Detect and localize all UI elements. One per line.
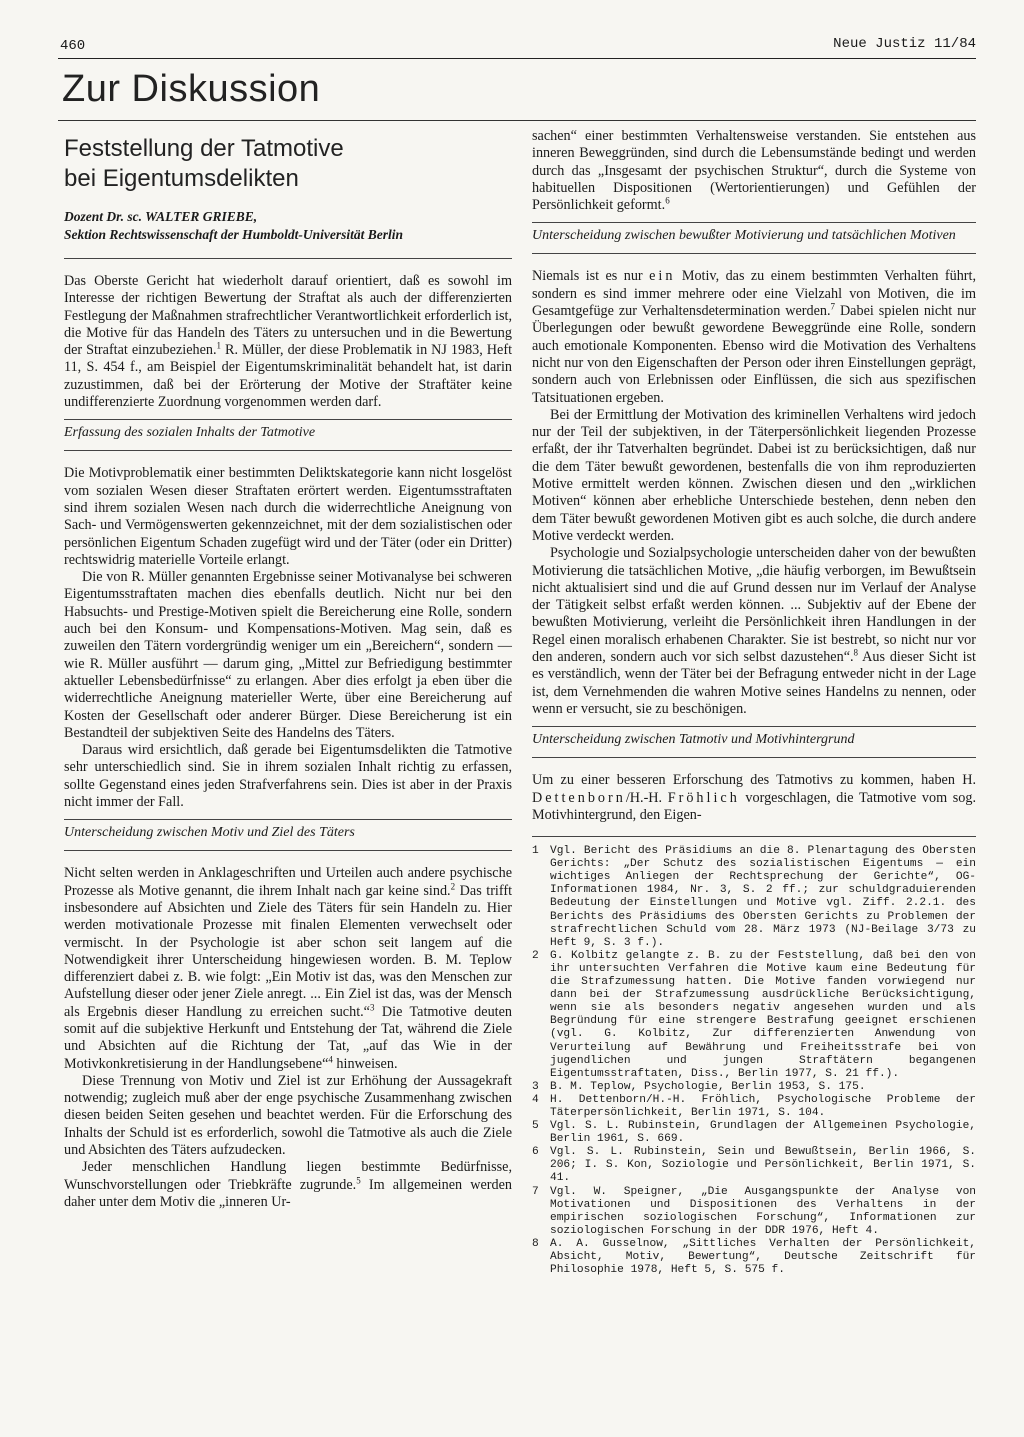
divider	[532, 757, 976, 758]
left-column	[64, 126, 512, 1211]
paragraph: Diese Trennung von Motiv und Ziel ist zur Erhöhung der Aussagekraft notwendig; zugleich muß aber der enge psychische Zusammenhang zwischen diesen beiden Seiten gesehen und beachtet werden. Für die Erforschung des Inhalts der Schuld ist es erforderlich, sowohl die Tatmotive als auch die Ziele und Absichten des Täters aufzudecken.	[64, 1072, 512, 1159]
paragraph: Die von R. Müller genannten Ergebnisse seiner Motivanalyse bei schweren Eigentumsstraftaten machen dies ebenfalls deutlich. Nicht nur bei den Habsuchts- und Prestige-Motiven spielt die Bereicherung eine Rolle, sondern auch bei den Konsum- und Kompensations-Motiven. Mag sein, daß es zuweilen den Tätern vordergründig weniger um ein „Bereichern“, sondern — wie R. Müller ausführt — darum ging, „Mittel zur Befriedigung bestimmter aktueller Lebensbedürfnisse“ zu erlangen. Aber dies erfolgt ja eben über die widerrechtliche Aneignung materieller Werte, über eine Bereicherung auf Kosten der Gesellschaft oder anderer Bürger. Diese Bereicherung ist ein Bestandteil der subjektiven Seite des Handelns des Täters.	[64, 569, 512, 741]
footnote-ref: 8	[853, 647, 859, 658]
footnote-ref: 2	[450, 880, 456, 891]
footnotes	[532, 845, 976, 1277]
paragraph: Bei der Ermittlung der Motivation des kriminellen Verhaltens wird jedoch nur der Teil der subjektiven, in der Täterpersönlichkeit liegenden Prozesse erfaßt, der ihr Tatverhalten begründet. Dabei ist zu berücksichtigen, daß nur die dem Täter bewußt gewordenen, bestenfalls die von ihm reproduzierten Motive ermittelt werden können. Zwischen diesen und den „wirklichen Motiven“ können aber erhebliche Unterschiede bestehen, denn neben den dem Täter bewußt gewordenen Motiven gibt es auch solche, die durch andere Motive verdeckt werden.	[532, 406, 976, 544]
footnote-divider	[532, 836, 976, 837]
footnote: 5 Vgl. S. L. Rubinstein, Grundlagen der Allgemeinen Psychologie, Berlin 1961, S. 669.	[532, 1120, 976, 1146]
footnote-ref: 3	[369, 1001, 375, 1012]
footnote: 1 Vgl. Bericht des Präsidiums an die 8. Plenartagung des Obersten Gerichts: „Der Schutz des sozialistischen Eigentums — ein wichtiges Anliegen der Rechtsprechung der Gerichte“, OG-Informationen 1984, Nr. 3, S. 2 ff.; zur schuldgraduierenden Bedeutung der Einstellungen und Motive vgl. Ziff. 2.2.1. des Berichts des Präsidiums des Obersten Gerichts zu Problemen der strafrechtlichen Schuld vom 28. März 1973 (NJ-Beilage 3/73 zu Heft 9, S. 3 f.).	[532, 845, 976, 949]
subheading-1: Erfassung des sozialen Inhalts der Tatmotive	[64, 425, 316, 441]
paragraph: Psychologie und Sozialpsychologie unterscheiden daher von der bewußten Motivierung die tatsächlichen Motive, „die häufig verborgen, im Bewußtsein nicht aktualisiert sind und die auf Grund dessen nur im Verlauf der Analyse der Tätigkeit selbst erfaßt werden können. ... Subjektiv auf der Ebene der bewußten Motivierung, verleiht die Persönlichkeit ihren Handlungen in der Regel einen moralisch erhabenen Charakter. Sie ist bestrebt, so nicht nur vor den anderen, sondern auch vor sich selbst dazustehen“.$^8$ Aus dieser Sicht ist es verständlich, wenn der Täter bei der Befragung entweder nicht in der Lage ist, dem Vernehmenden die wahren Motive seines Handelns zu nennen, oder wenn er versucht, sie zu beschönigen.	[532, 545, 976, 717]
author-affiliation: Sektion Rechtswissenschaft der Humboldt-Universität Berlin	[64, 227, 404, 242]
footnote-ref: 5	[356, 1174, 361, 1185]
footnote: 7 Vgl. W. Speigner, „Die Ausgangspunkte der Analyse von Motivationen und Dispositionen des Verhaltens in der empirischen soziologischen Forschung“, Informationen zur soziologischen Forschung in der DDR 1976, Heft 4.	[532, 1185, 976, 1237]
divider	[64, 850, 512, 851]
paragraph: Nicht selten werden in Anklageschriften und Urteilen auch andere psychische Prozesse als Motive genannt, die ihrem Inhalt nach gar keine sind.$^2$ Das trifft insbesondere auf Absichten und Ziele des Täters für sein Handeln zu. Hier werden motivationale Prozesse mit finalen Elementen verwechselt oder vermischt. In der Psychologie ist aber schon seit langem auf die Notwendigkeit ihrer Unterscheidung hingewiesen worden. B. M. Teplow differenziert dabei z. B. wie folgt: „Ein Motiv ist das, was den Menschen zur Aufstellung dieser oder jener Ziele anregt. ... Ein Ziel ist das, was der Mensch als Ergebnis dieser Handlung zu erreichen sucht.“$^3$ Die Tatmotive deuten somit auf die subjektive Herkunft und Entstehung der Tat, während die Ziele und Absichten auf die Richtung der Tat, „auf das Wie in der Motivkonkretisierung in der Handlungsebene“$^4$ hinweisen.	[64, 865, 513, 1072]
footnote: 2 G. Kolbitz gelangte z. B. zu der Feststellung, daß bei den von ihr untersuchten Verfahren die Motive kaum eine Bedeutung für die Strafzumessung hatten. Die Motive fanden vorwiegend nur dann bei der Strafzumessung ausdrückliche Berücksichtigung, wenn sie als besonders negativ angesehen wurden und als Begründung für eine strengere Bestrafung geeignet erschienen (vgl. G. Kolbitz, Zur differenzierten Anwendung von Verurteilung auf Bewährung und Freiheitsstrafe bei von jugendlichen und jungen Straftätern begangenen Eigentumsstraftaten, Diss., Berlin 1977, S. 21 ff.).	[532, 949, 976, 1080]
footnote: 4 H. Dettenborn/H.-H. Fröhlich, Psychologische Probleme der Täterpersönlichkeit, Berlin 1971, S. 104.	[532, 1093, 976, 1119]
footnote-ref: 7	[830, 301, 836, 312]
article-title	[64, 134, 512, 194]
subheading-2: Unterscheidung zwischen Motiv und Ziel des Täters	[64, 825, 355, 841]
footnote: 6 Vgl. S. L. Rubinstein, Sein und Bewußtsein, Berlin 1966, S. 206; I. S. Kon, Soziologie und Persönlichkeit, Berlin 1971, S. 41.	[532, 1146, 976, 1185]
section-rule	[58, 120, 976, 121]
divider	[532, 253, 976, 254]
divider	[532, 726, 976, 727]
right-column	[532, 128, 976, 1277]
footnote-ref: 4	[328, 1053, 333, 1064]
paragraph: Niemals ist es nur ein Motiv, das zu einem bestimmten Verhalten führt, sondern es sind immer mehrere oder eine Vielzahl von Motiven, die im Gesamtgefüge zur Verhaltensdetermination werden.$^7$ Dabei spielen nicht nur Überlegungen oder bewußt gewordene Beweggründe eine Rolle, sondern auch emotionale Komponenten. Ebenso wird die Motivation des Verhaltens nicht nur von den Eigenschaften der Person oder ihren Einstellungen geprägt, sondern auch von Erlebnissen oder Einflüssen, die sich aus spezifischen Tatsituationen ergeben.	[532, 268, 977, 406]
page-number: 460	[60, 38, 86, 54]
top-rule	[58, 58, 976, 59]
paragraph: Daraus wird ersichtlich, daß gerade bei Eigentumsdelikten die Tatmotive sehr unterschiedlich sind. Sie in ihrem sozialen Inhalt richtig zu erfassen, sollte Gegenstand eines jeden Strafverfahrens sein. Dies ist aber in der Praxis nicht immer der Fall.	[64, 742, 512, 811]
title-line-2: bei Eigentumsdelikten	[64, 165, 299, 192]
divider	[64, 419, 512, 420]
footnote: 3 B. M. Teplow, Psychologie, Berlin 1953, S. 175.	[532, 1080, 866, 1093]
divider	[64, 819, 512, 820]
footnote: 8 A. A. Gusselnow, „Sittliches Verhalten der Persönlichkeit, Absicht, Motiv, Bewertung“, Deutsche Zeitschrift für Philosophie 1978, Heft 5, S. 575 f.	[532, 1237, 976, 1277]
intro-paragraph: Das Oberste Gericht hat wiederholt darauf orientiert, daß es sowohl im Interesse der richtigen Bewertung der Straftat als auch der differenzierten Festlegung der Maßnahmen strafrechtlicher Verantwortlichkeit erforderlich ist, die Motive für das Handeln des Täters zu untersuchen und in die Bewertung der Straftat einzubeziehen.$^1$ R. Müller, der diese Problematik in NJ 1983, Heft 11, S. 454 f., am Beispiel der Eigentumskriminalität behandelt hat, ist darin zuzustimmen, daß bei der Erörterung der Motive der Straftäter keine undifferenzierte Zuordnung vorgenommen werden darf.	[64, 273, 513, 411]
paragraph: Die Motivproblematik einer bestimmten Deliktskategorie kann nicht losgelöst vom sozialen Wesen dieser Straftaten erörtert werden. Eigentumsstraftaten sind ihrem sozialen Wesen nach durch die widerrechtliche Aneignung von Sach- und Vermögenswerten gekennzeichnet, mit der dem sozialistischen oder persönlichen Eigentum Schaden zugefügt wird und der Täter (oder ein Dritter) rechtswidrig materielle Vorteile erlangt.	[64, 465, 512, 568]
paragraph: sachen“ einer bestimmten Verhaltensweise verstanden. Sie entstehen aus inneren Beweggründen, sind durch die Lebensumstände bedingt und werden durch das „Insgesamt der psychischen Struktur“, durch die Systeme von habituellen Dispositionen (Wertorientierungen) und Gefühlen der Persönlichkeit geformt.$^6$	[532, 128, 976, 214]
divider	[532, 222, 976, 223]
byline	[64, 208, 512, 244]
paragraph: Um zu einer besseren Erforschung des Tatmotivs zu kommen, haben H. Dettenborn/H.-H. Fröhlich vorgeschlagen, die Tatmotive vom sog. Motivhintergrund, den Eigen-	[532, 772, 977, 823]
journal-issue: Neue Justiz 11/84	[833, 36, 976, 52]
paragraph: Jeder menschlichen Handlung liegen bestimmte Bedürfnisse, Wunschvorstellungen oder Triebkräfte zugrunde.$^5$ Im allgemeinen werden daher unter dem Motiv die „inneren Ur-	[64, 1159, 513, 1210]
title-line-1: Feststellung der Tatmotive	[64, 135, 344, 162]
divider	[64, 258, 512, 259]
subheading-3: Unterscheidung zwischen bewußter Motivierung und tatsächlichen Motiven	[532, 228, 956, 244]
author-name: Dozent Dr. sc. WALTER GRIEBE,	[64, 209, 258, 224]
footnote-ref: 6	[665, 195, 670, 206]
footnote-ref: 1	[216, 340, 222, 351]
section-heading: Zur Diskussion	[62, 68, 321, 110]
divider	[64, 450, 512, 451]
subheading-4: Unterscheidung zwischen Tatmotiv und Motivhintergrund	[532, 732, 855, 748]
